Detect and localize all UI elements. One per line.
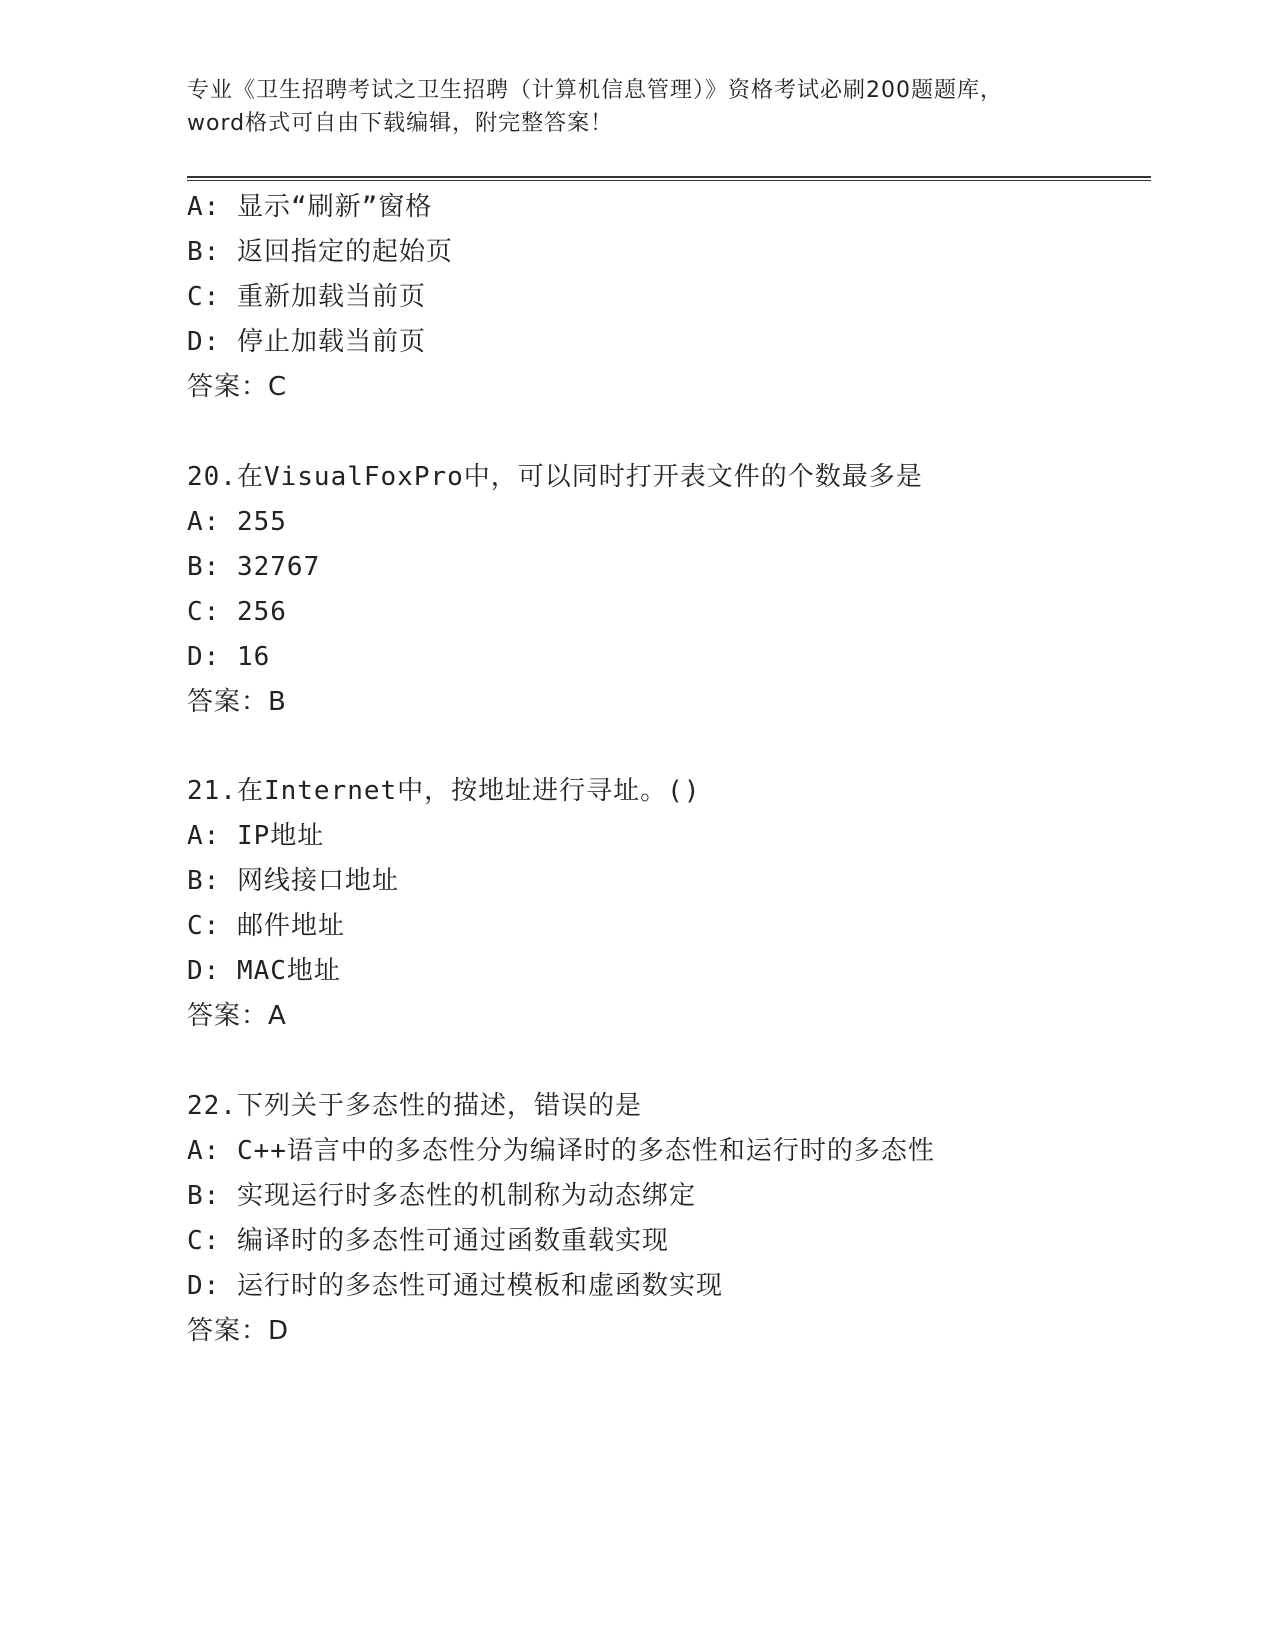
q19-option-a: A: 显示“刷新”窗格	[187, 192, 433, 222]
q21-option-c: C: 邮件地址	[187, 911, 345, 941]
q21-option-a: A: IP地址	[187, 821, 325, 851]
q21-answer: 答案：A	[187, 1001, 287, 1031]
q22-option-a: A: C++语言中的多态性分为编译时的多态性和运行时的多态性	[187, 1136, 935, 1166]
q19-option-d: D: 停止加载当前页	[187, 327, 426, 357]
q22-question: 22.下列关于多态性的描述，错误的是	[187, 1091, 642, 1121]
q19-answer: 答案：C	[187, 372, 288, 402]
header-divider	[187, 176, 1151, 181]
q22-option-d: D: 运行时的多态性可通过模板和虚函数实现	[187, 1271, 723, 1301]
q20-answer: 答案：B	[187, 687, 287, 717]
q22-option-b: B: 实现运行时多态性的机制称为动态绑定	[187, 1181, 696, 1211]
q21-question: 21.在Internet中，按地址进行寻址。()	[187, 776, 701, 806]
header-line-1: 专业《卫生招聘考试之卫生招聘（计算机信息管理）》资格考试必刷200题题库，	[187, 78, 1003, 103]
document-header	[187, 74, 1087, 140]
q20-option-a: A: 255	[187, 507, 287, 537]
q20-option-b: B: 32767	[187, 552, 321, 582]
q20-option-c: C: 256	[187, 597, 287, 627]
q20-question: 20.在VisualFoxPro中，可以同时打开表文件的个数最多是	[187, 462, 923, 492]
q22-answer: 答案：D	[187, 1316, 290, 1346]
q20-option-d: D: 16	[187, 642, 271, 672]
q19-option-c: C: 重新加载当前页	[187, 282, 426, 312]
header-line-2: word格式可自由下载编辑，附完整答案！	[187, 111, 614, 136]
q21-option-b: B: 网线接口地址	[187, 866, 399, 896]
q22-option-c: C: 编译时的多态性可通过函数重载实现	[187, 1226, 669, 1256]
q19-option-b: B: 返回指定的起始页	[187, 237, 453, 267]
q21-option-d: D: MAC地址	[187, 956, 341, 986]
